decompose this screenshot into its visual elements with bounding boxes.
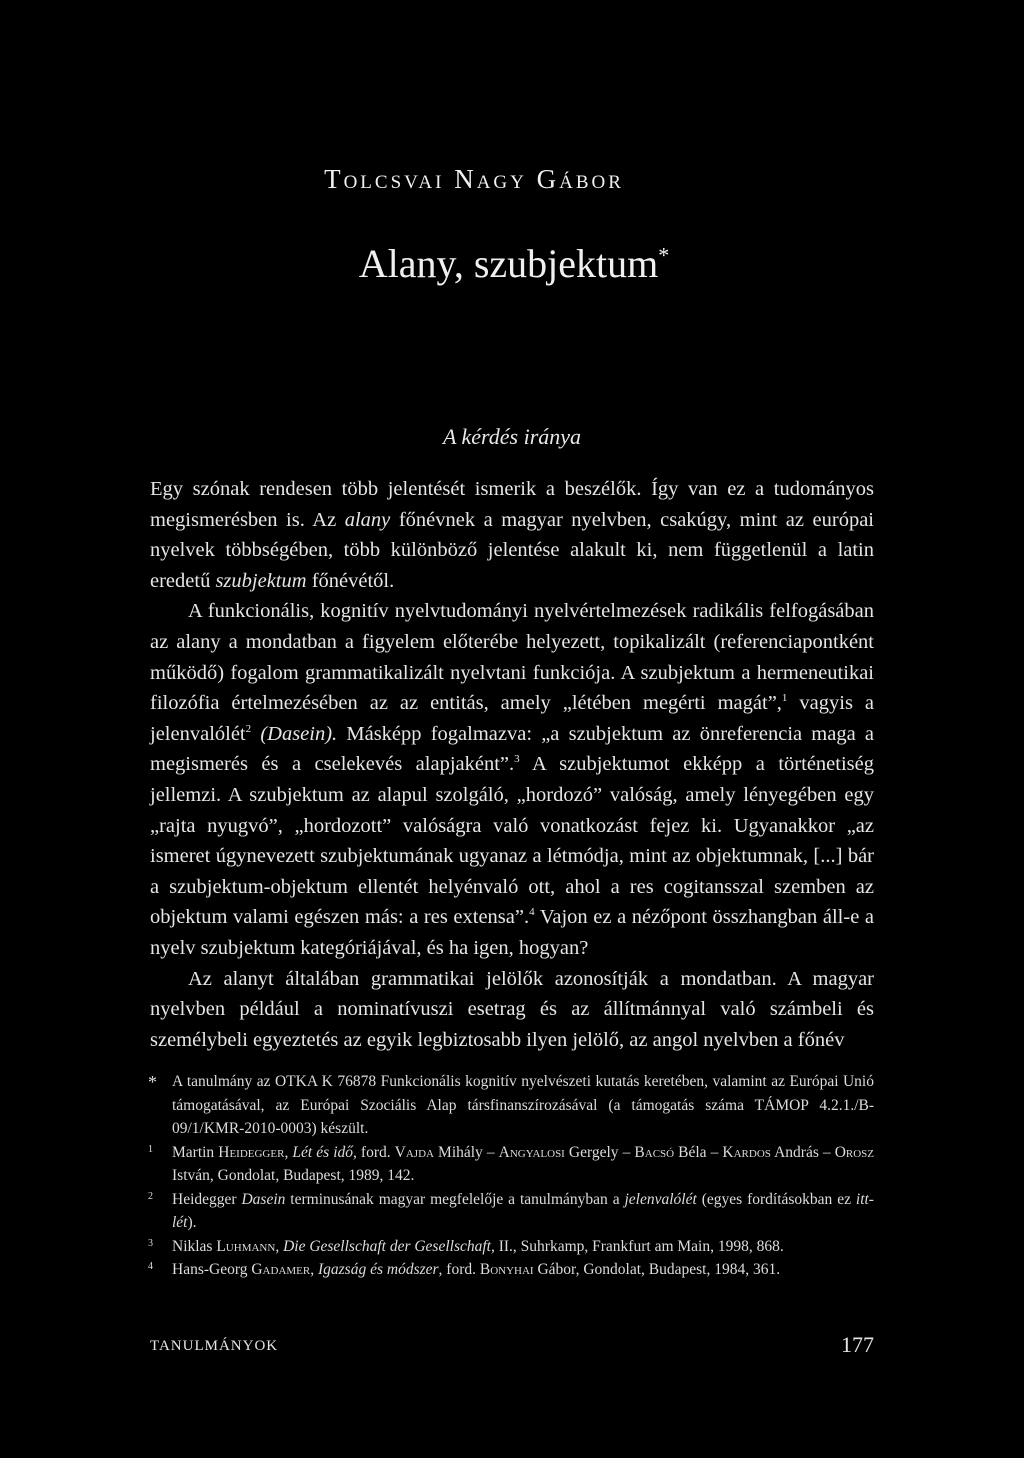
paragraph-text: A funkcionális, kognitív nyelvtudományi nyelvértelmezések radikális felfogásában az alany a mondatban a figyelem előterébe helyezett, topikalizált (referenciapontként működő) fogalom grammatikalizált nyelvtani funkciója. A szubjektum a hermeneutikai filozófia értelmezésében az az entitás, amely „létében megérti magát”, [150,600,874,715]
footnote-ref-4[interactable]: 4 [529,906,535,919]
paragraph-1 [150,474,874,596]
footnote-text: Mihály – [433,1143,499,1161]
paragraph-text: főnévétől. [306,569,395,592]
author-surname: Heidegger [218,1143,285,1161]
running-footer-section: TANULMÁNYOK [150,1338,279,1354]
footnote-ref-2[interactable]: 2 [245,722,252,735]
paragraph-text: Egy szónak rendesen több jelentését ismerik a beszélők. Így van ez a tudományos megismerésben is. Az [150,478,874,531]
footnote-text: , ford. [353,1143,395,1161]
author-name: Tolcsvai Nagy Gábor [324,164,624,194]
paragraph-text: Az alanyt általában grammatikai jelölők azonosítják a mondatban. A magyar nyelvben például a nominatívuszi esetrag és az állítmánnyal való számbeli és személybeli egyeztetés az egyik legbiztosabb ilyen jelölő, az angol nyelvben a főnév [150,967,874,1051]
footnote-text: István, Gondolat, Budapest, 1989, 142. [172,1167,415,1184]
paragraph-text: Másképp fogalmazva: „a szubjektum az önreferencia maga a megismerés és a cselekevés alapjaként”. [150,722,874,776]
paragraph-text: főnévnek a magyar nyelvben, csakúgy, mint az európai nyelvek többségében, több különböző jelentése alakult ki, nem függetlenül a latin eredetű [150,508,874,592]
paragraph-text: Vajon ez a nézőpont összhangban áll-e a nyelv szubjektum kategóriájával, és ha igen, hogyan? [150,906,874,959]
author-surname: Luhmann [216,1237,276,1255]
translator-surname: Kardos [722,1143,771,1161]
italic-term: itt-lét [172,1190,874,1231]
footnote-4 [150,1258,874,1282]
footnote-ref-1[interactable]: 1 [781,692,788,705]
translator-surname: Bonyhai [479,1261,534,1278]
footnote-text: , [275,1237,284,1255]
footnote-mark: 4 [148,1261,153,1272]
footnote-3 [150,1235,874,1259]
footnote-text: Martin [172,1143,219,1161]
work-title: Igazság és módszer [317,1261,439,1278]
footnote-text: , II., Suhrkamp, Frankfurt am Main, 1998, 868. [490,1237,784,1255]
translator-surname: Vajda [394,1143,434,1161]
footnote-mark: * [148,1072,157,1092]
italic-term: szubjektum [215,569,307,592]
footnote-text: ). [187,1214,197,1231]
paragraph-3 [150,964,874,1056]
footnote-text: , [284,1143,293,1161]
footnote-star [150,1070,874,1141]
paragraph-2 [150,596,874,963]
footnote-ref-3[interactable]: 3 [514,753,520,766]
footnote-text: Heidegger [172,1190,242,1208]
footnote-mark: 3 [148,1237,153,1249]
work-title: Lét és idő [292,1143,353,1161]
paragraph-text: A szubjektumot ekképp a történetiség jellemzi. A szubjektum az alapul szolgáló, „hordozó” valóság, amely lényegében egy „rajta nyugvó”, „hordozott” valóságra való vonatkozást fejez ki. Ugyanakkor „az ismeret úgynevezett szubjektumának ugyanaz a létmódja, mint az objektumnak, [...] bár a szubjektum-objektum ellentét helyénvaló ott, ahol a res cogitansszal szemben az objektum valami egészen más: a res extensa”. [150,753,874,929]
translator-surname: Orosz [834,1143,875,1161]
section-heading: A kérdés iránya [442,424,582,449]
work-title: Die Gesellschaft der Gesellschaft [283,1237,491,1255]
footnote-text: Gergely – [564,1143,635,1161]
footnote-text: Hans-Georg [172,1261,252,1278]
footnote-2 [150,1188,874,1235]
paragraph-text: vagyis a jelenvalólét [150,692,874,745]
translator-surname: Angyalosi [498,1143,565,1161]
italic-term: alany [344,508,391,531]
footnote-1 [150,1141,874,1188]
footnote-text: (egyes fordításokban ez [696,1190,856,1208]
article-title-text: Alany, szubjektum [358,241,659,286]
footnote-text: , [310,1261,318,1278]
footnotes [150,1070,874,1282]
footnote-text: A tanulmány az OTKA K 76878 Funkcionális kognitív nyelvészeti kutatás keretében, valamint az Európai Unió támogatásával, az Európai Szociális Alap társfinanszírozásával (a támogatás száma TÁMOP 4.2.1./B-09/1/KMR-2010-0003) készült. [172,1073,874,1137]
footnote-text: András – [770,1143,835,1161]
footnote-text: Gábor, Gondolat, Budapest, 1984, 361. [533,1261,781,1278]
translator-surname: Bacsó [634,1143,675,1161]
page-number: 177 [841,1332,874,1357]
footnote-text: Béla – [674,1143,723,1161]
footnote-mark: 1 [148,1143,153,1155]
article-title [0,240,1024,287]
title-footnote-mark[interactable]: * [658,242,670,268]
italic-term: jelenvalólét [624,1190,697,1208]
footnote-text: , ford. [438,1261,480,1278]
italic-term: (Dasein). [251,722,338,745]
article-body [150,474,874,1055]
footnote-text: Niklas [172,1237,217,1255]
italic-term: Dasein [241,1190,286,1208]
footnote-text: terminusának magyar megfelelője a tanulmányban a [285,1190,625,1208]
author-surname: Gadamer [251,1261,311,1278]
footnote-mark: 2 [148,1190,153,1202]
